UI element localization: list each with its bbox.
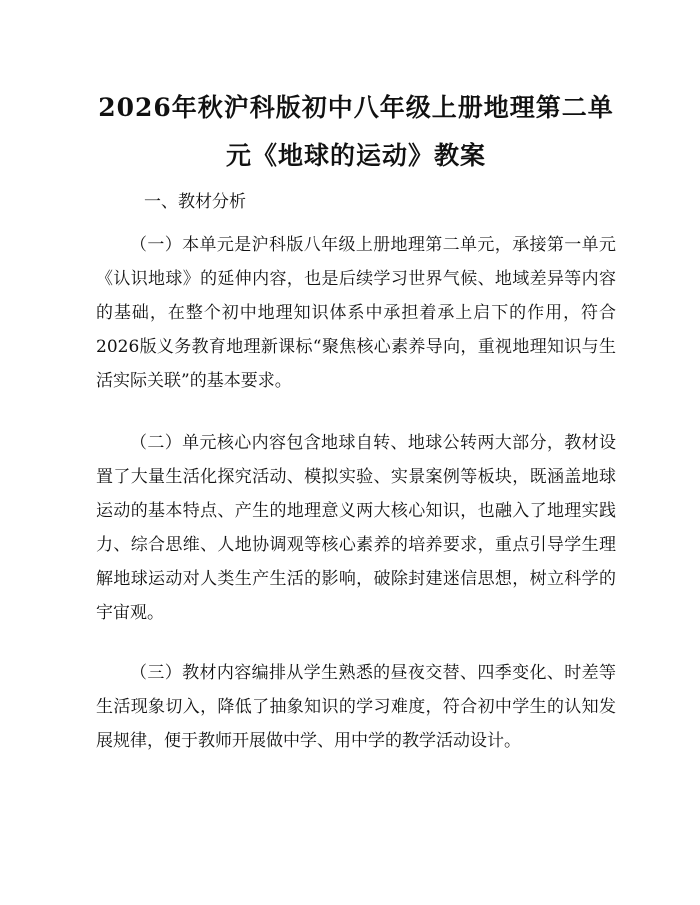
document-title-line-2: 元《地球的运动》教案 bbox=[225, 141, 486, 170]
paragraph-1: （一）本单元是沪科版八年级上册地理第二单元，承接第一单元《认识地球》的延伸内容，也是后续学习世界气候、地域差异等内容的基础，在整个初中地理知识体系中承担着承上启下的作用，符合2026版义务教育地理新课标“聚焦核心素养导向，重视地理知识与生活实际关联”的基本要求。 bbox=[96, 235, 616, 391]
document-title-line-1: 2026年秋沪科版初中八年级上册地理第二单 bbox=[98, 93, 614, 122]
paragraph-3: （三）教材内容编排从学生熟悉的昼夜交替、四季变化、时差等生活现象切入，降低了抽象知识的学习难度，符合初中学生的认知发展规律，便于教师开展做中学、用中学的教学活动设计。 bbox=[96, 663, 616, 751]
section-heading: 一、教材分析 bbox=[144, 192, 246, 212]
paragraph-2: （二）单元核心内容包含地球自转、地球公转两大部分，教材设置了大量生活化探究活动、模拟实验、实景案例等板块，既涵盖地球运动的基本特点、产生的地理意义两大核心知识，也融入了地理实践力、综合思维、人地协调观等核心素养的培养要求，重点引导学生理解地球运动对人类生产生活的影响，破除封建迷信思想，树立科学的宇宙观。 bbox=[96, 433, 616, 623]
